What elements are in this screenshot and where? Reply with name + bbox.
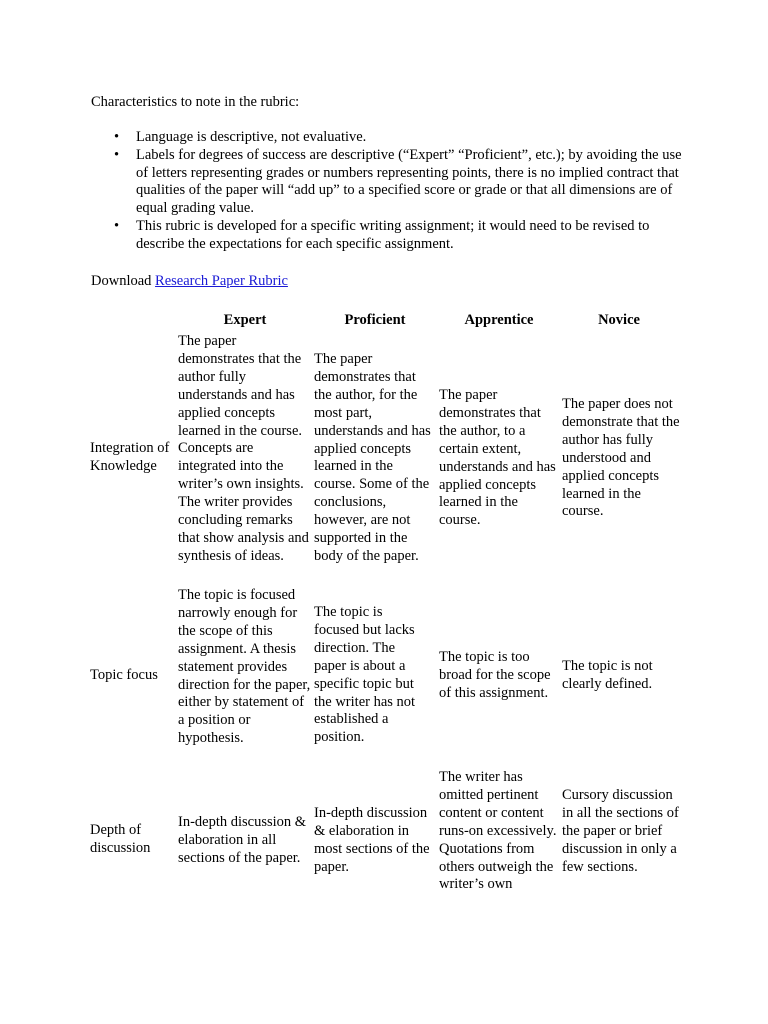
cell-topic-expert: The topic is focused narrowly enough for the scope of this assignment. A thesis statement provides direction for the paper, either by statement of a position or hypothesis. <box>178 587 311 747</box>
intro-heading: Characteristics to note in the rubric: <box>91 94 300 110</box>
download-prefix: Download <box>91 273 156 289</box>
cell-topic-novice: The topic is not clearly defined. <box>562 658 653 692</box>
cell-depth-novice: Cursory discussion in all the sections of the paper or brief discussion in only a few sections. <box>562 787 679 875</box>
column-header-expert: Expert <box>223 312 267 328</box>
column-header-proficient: Proficient <box>344 312 406 328</box>
list-item <box>91 129 691 147</box>
cell-depth-proficient: In-depth discussion & elaboration in most sections of the paper. <box>314 805 430 875</box>
bullet-marker: • <box>114 146 120 163</box>
bullet-marker: • <box>114 129 120 145</box>
cell-integration-apprentice: The paper demonstrates that the author, to a certain extent, understands and has applied concepts learned in the course. <box>439 387 556 529</box>
row-label-integration: Integration of Knowledge <box>90 440 170 474</box>
cell-depth-apprentice: The writer has omitted pertinent content or content runs-on excessively. Quotations from others outweigh the writer’s own <box>439 769 557 893</box>
row-label-depth: Depth of discussion <box>90 822 151 856</box>
rubric-download-link[interactable]: Research Paper Rubric <box>155 273 288 289</box>
cell-integration-novice: The paper does not demonstrate that the author has fully understood and applied concepts learned in the course. <box>562 396 680 520</box>
bullet-marker: • <box>114 217 120 234</box>
characteristics-list <box>91 129 691 254</box>
column-header-novice: Novice <box>598 312 640 328</box>
cell-depth-expert: In-depth discussion & elaboration in all sections of the paper. <box>178 814 307 866</box>
bullet-text: Language is descriptive, not evaluative. <box>136 129 367 145</box>
cell-topic-apprentice: The topic is too broad for the scope of this assignment. <box>439 649 551 701</box>
cell-integration-expert: The paper demonstrates that the author fully understands and has applied concepts learned in the course. Concepts are integrated into the writer’s own insights. The writer provides concluding remarks that show analysis and synthesis of ideas. <box>178 333 309 564</box>
row-label-topic-focus: Topic focus <box>90 667 158 683</box>
bullet-text: This rubric is developed for a specific writing assignment; it would need to be revised to describe the expectations for each specific assignment. <box>136 217 650 252</box>
list-item <box>91 218 691 254</box>
bullet-text: Labels for degrees of success are descriptive (“Expert” “Proficient”, etc.); by avoiding the use of letters representing grades or numbers representing points, there is no implied contract that qualities of the paper will “add up” to a specified score or grade or that all dimensions are of equal grading value. <box>136 146 682 217</box>
list-item <box>91 147 691 218</box>
cell-integration-proficient: The paper demonstrates that the author, for the most part, understands and has applied concepts learned in the course. Some of the conclusions, however, are not supported in the body of the paper. <box>314 351 431 564</box>
cell-topic-proficient: The topic is focused but lacks direction. The paper is about a specific topic but the writer has not established a position. <box>314 604 416 746</box>
download-line <box>91 272 288 290</box>
column-header-apprentice: Apprentice <box>464 312 534 328</box>
